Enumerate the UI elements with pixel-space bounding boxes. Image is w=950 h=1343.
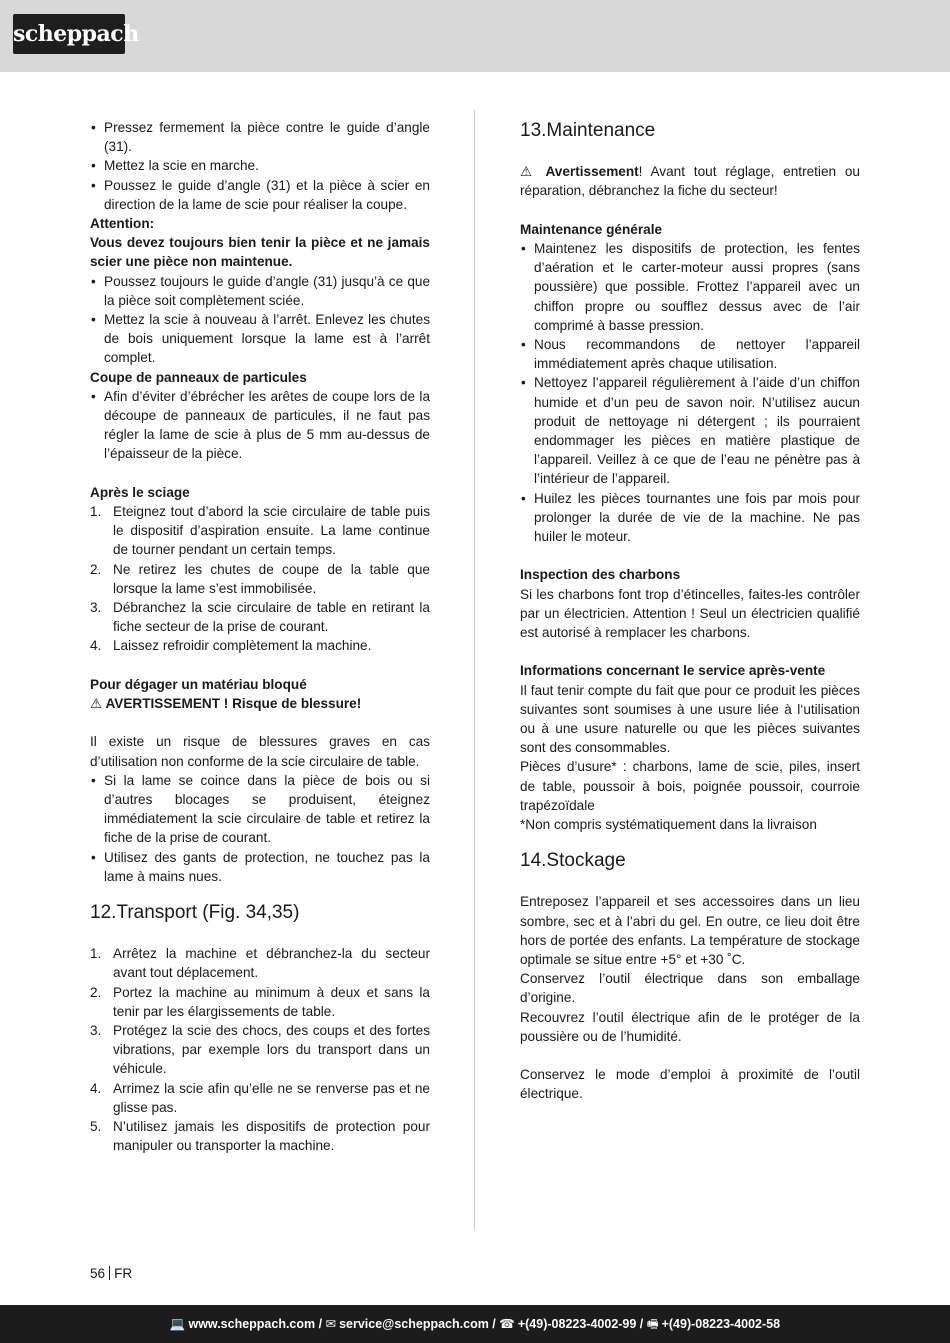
list-item: • Maintenez les dispositifs de protection, les fentes d’aération et le carter-moteur aussi propres (sans poussière) que possible. Frottez l’appareil avec un chiffon propre ou soufflez dessus avec de l’air comprimé à basse pression. [520, 239, 860, 335]
column-divider [474, 110, 475, 1230]
bullet-list [520, 239, 860, 546]
list-item: • Nous recommandons de nettoyer l’appareil immédiatement après chaque utilisation. [520, 335, 860, 373]
list-item: 1. Arrêtez la machine et débranchez-la du secteur avant tout déplacement. [90, 946, 430, 981]
list-item: • Si la lame se coince dans la pièce de bois ou si d’autres blocages se produisent, éteignez immédiatement la scie circulaire de table et retirez la fiche de la prise de courant. [90, 771, 430, 848]
numbered-list [90, 944, 430, 1155]
bullet-list [90, 771, 430, 886]
bullet-list [90, 272, 430, 368]
right-column [520, 118, 860, 1104]
list-item: • Afin d’éviter d’ébrécher les arêtes de coupe lors de la découpe de panneaux de particules, il ne faut pas régler la lame de scie à plus de 5 mm au-dessus de l’épaisseur de la pièce. [90, 387, 430, 464]
list-item: 5. N’utilisez jamais les dispositifs de protection pour manipuler ou transporter la machine. [90, 1119, 430, 1154]
list-item: • Mettez la scie à nouveau à l’arrêt. Enlevez les chutes de bois uniquement lorsque la lame est à l’arrêt complet. [90, 310, 430, 368]
section-heading-storage: 14.Stockage [520, 850, 626, 872]
website-link[interactable]: www.scheppach.com / [188, 1317, 323, 1331]
warning-paragraph: ⚠ Avertissement! Avant tout réglage, entretien ou réparation, débranchez la fiche du secteur! [520, 164, 860, 199]
list-item: 3. Protégez la scie des chocs, des coups et des fortes vibrations, par exemple lors du transport dans un véhicule. [90, 1023, 430, 1077]
phone-number: +(49)-08223-4002-99 / [517, 1317, 644, 1331]
list-item: 1. Eteignez tout d’abord la scie circulaire de table puis le dispositif d’aspiration ensuite. La lame continue de tourner pendant un certain temps. [90, 504, 430, 558]
list-item: • Nettoyez l’appareil régulièrement à l’aide d’un chiffon humide et d’un peu de savon noir. N’utilisez aucun produit de nettoyage ni détergent ; ils pourraient endommager les pièces en matière plastique de l’appareil. Veillez à ce que de l’eau ne pénètre pas à l’intérieur de l’appareil. [520, 373, 860, 488]
fax-number: +(49)-08223-4002-58 [661, 1317, 781, 1331]
section-subtitle: Pour dégager un matériau bloqué [90, 676, 307, 692]
paragraph: Recouvrez l’outil électrique afin de le protéger de la poussière ou de l’humidité. [520, 1009, 860, 1044]
page-number: 56 FR [90, 1266, 133, 1281]
section-subtitle: Après le sciage [90, 484, 190, 500]
section-subtitle: Informations concernant le service après-vente [520, 663, 826, 679]
attention-text: Vous devez toujours bien tenir la pièce et ne jamais scier une pièce non maintenue. [90, 235, 430, 270]
footer-contact-bar [0, 1305, 950, 1343]
left-column [90, 118, 430, 1156]
list-item: • Pressez fermement la pièce contre le guide d’angle (31). [90, 118, 430, 156]
paragraph: Il faut tenir compte du fait que pour ce produit les pièces suivantes sont soumises à une usure liée à l‘utilisation ou à une usure naturelle ou que les pièces suivantes sont des consommables. [520, 682, 860, 756]
list-item: 4. Arrimez la scie afin qu’elle ne se renverse pas et ne glisse pas. [90, 1080, 430, 1115]
page-header [0, 0, 950, 72]
list-item: 2. Ne retirez les chutes de coupe de la table que lorsque la lame s’est immobilisée. [90, 561, 430, 596]
phone-icon: ☎ [499, 1317, 515, 1331]
paragraph: Pièces d’usure* : charbons, lame de scie, piles, insert de table, poussoir à bois, poignée poussoir, courroie trapézoïdale [520, 759, 860, 813]
section-subtitle: Maintenance générale [520, 221, 663, 237]
section-subtitle: Coupe de panneaux de particules [90, 369, 307, 385]
paragraph: Si les charbons font trop d’étincelles, faites-les contrôler par un électricien. Attention ! Seul un électricien qualifié est autorisé à remplacer les charbons. [520, 586, 860, 641]
list-item: • Huilez les pièces tournantes une fois par mois pour prolonger la durée de vie de la machine. Ne pas huiler le moteur. [520, 489, 860, 547]
section-heading-maintenance: 13.Maintenance [520, 120, 656, 141]
paragraph: Il existe un risque de blessures graves en cas d’utilisation non conforme de la scie circulaire de table. [90, 734, 430, 769]
attention-title: Attention: [90, 216, 155, 232]
bullet-list [90, 118, 430, 214]
warning-text: ⚠ AVERTISSEMENT ! Risque de blessure! [90, 696, 362, 712]
list-item: • Poussez toujours le guide d’angle (31) jusqu’à ce que la pièce soit complètement sciée. [90, 272, 430, 310]
paragraph: Conservez l’outil électrique dans son emballage d’origine. [520, 971, 860, 1006]
section-heading-transport: 12.Transport (Fig. 34,35) [90, 902, 300, 924]
list-item: • Mettez la scie en marche. [90, 156, 430, 175]
fax-icon: 🖷 [646, 1317, 659, 1331]
paragraph: Entreposez l’appareil et ses accessoires dans un lieu sombre, sec et à l’abri du gel. En outre, ce lieu doit être hors de portée des enfants. La température de stockage optimale se situe entre +5° et +30 ˚C. [520, 894, 860, 968]
paragraph: Conservez le mode d’emploi à proximité de l’outil électrique. [520, 1067, 860, 1102]
section-subtitle: Inspection des charbons [520, 567, 681, 583]
list-item: 3. Débranchez la scie circulaire de table en retirant la fiche secteur de la prise de courant. [90, 600, 430, 635]
list-item: 4. Laissez refroidir complètement la machine. [90, 638, 372, 654]
computer-icon: 💻 [169, 1317, 186, 1331]
numbered-list [90, 502, 430, 656]
paragraph: *Non compris systématiquement dans la livraison [520, 817, 817, 833]
bullet-list [90, 387, 430, 464]
email-link[interactable]: service@scheppach.com / [339, 1317, 496, 1331]
list-item: 2. Portez la machine au minimum à deux et sans la tenir par les élargissements de table. [90, 984, 430, 1019]
list-item: • Utilisez des gants de protection, ne touchez pas la lame à mains nues. [90, 848, 430, 886]
list-item: • Poussez le guide d’angle (31) et la pièce à scier en direction de la lame de scie pour réaliser la coupe. [90, 176, 430, 214]
scheppach-logo: scheppach [13, 14, 125, 54]
mail-icon: ✉ [325, 1317, 337, 1331]
